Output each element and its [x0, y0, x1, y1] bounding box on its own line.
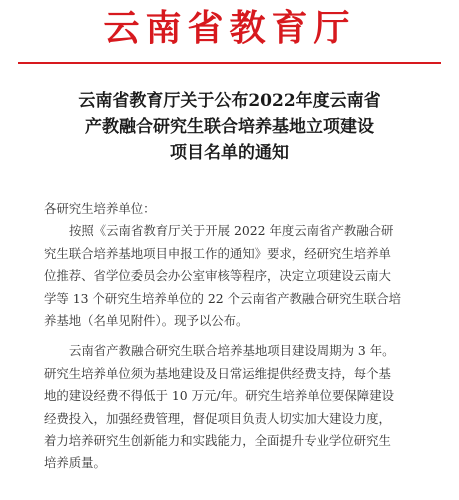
paragraph-line: 着力培养研究生创新能力和实践能力，全面提升专业学位研究生	[44, 433, 391, 449]
paragraph-1	[44, 220, 424, 332]
document-title-line: 产教融合研究生联合培养基地立项建设	[85, 117, 374, 137]
paragraph-line: 学等 13 个研究生培养单位的 22 个云南省产教融合研究生联合培	[44, 290, 402, 306]
paragraph-line: 按照《云南省教育厅关于开展 2022 年度云南省产教融合研	[69, 223, 394, 239]
paragraph-line: 地的建设经费不得低于 10 万元/年。研究生培养单位要保障建设	[44, 388, 394, 404]
document-body	[44, 198, 424, 475]
paragraph-line: 研究生培养单位须为基地建设及日常运维提供经费支持，每个基	[44, 365, 391, 381]
paragraph-line: 究生联合培养基地项目申报工作的通知》要求，经研究生培养单	[44, 245, 391, 261]
paragraph-line: 养基地（名单见附件）。现予以公布。	[44, 313, 249, 329]
masthead-org-name: 云南省教育厅	[103, 7, 356, 49]
document-title-line: 云南省教育厅关于公布2022年度云南省	[78, 91, 381, 111]
paragraph-line: 位推荐、省学位委员会办公室审核等程序，决定立项建设云南大	[44, 268, 391, 284]
paragraph-line: 培养质量。	[44, 455, 106, 471]
document-title-line: 项目名单的通知	[170, 143, 289, 163]
paragraph-spacer	[44, 332, 424, 340]
paragraph-line: 经费投入，加强经费管理，督促项目负责人切实加大建设力度，	[44, 410, 391, 426]
salutation: 各研究生培养单位：	[44, 201, 156, 216]
document-title	[0, 88, 459, 166]
paragraph-2	[44, 340, 424, 474]
paragraph-line: 云南省产教融合研究生联合培养基地项目建设周期为 3 年。	[69, 343, 395, 359]
masthead-divider	[18, 62, 441, 64]
